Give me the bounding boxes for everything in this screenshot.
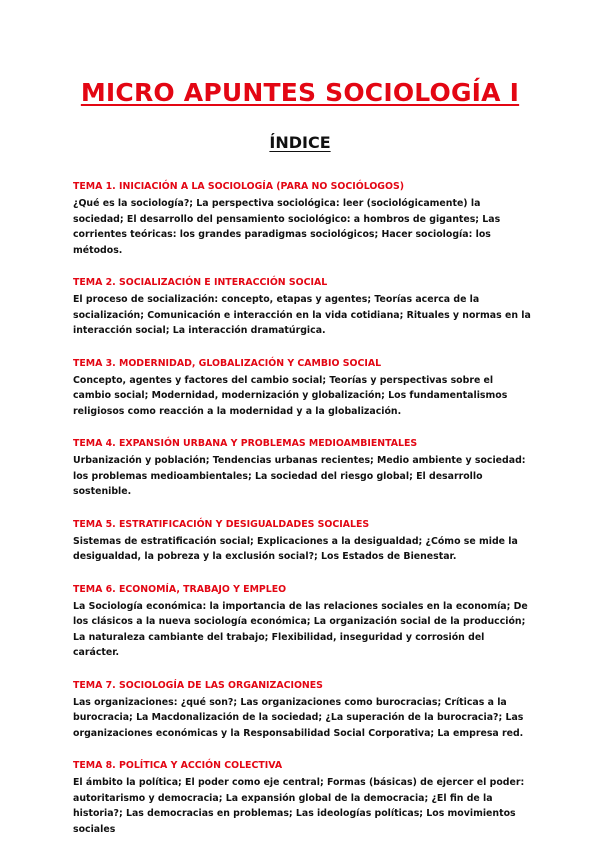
topic-description: ¿Qué es la sociología?; La perspectiva sociológica: leer (sociológicamente) la sociedad; El desarrollo del pensamiento sociológico: a hombros de gigantes; Las corrientes teóricas: los grandes paradigmas sociológicos; Hacer sociología: los métodos. (73, 198, 501, 256)
index-heading: ÍNDICE (269, 133, 331, 152)
topic-title: TEMA 1. INICIACIÓN A LA SOCIOLOGÍA (PARA NO SOCIÓLOGOS) (73, 181, 405, 192)
topic-3 (73, 357, 533, 420)
topic-list (73, 180, 533, 855)
topic-title: TEMA 3. MODERNIDAD, GLOBALIZACIÓN Y CAMBIO SOCIAL (73, 357, 382, 369)
topic-description: El ámbito la política; El poder como eje central; Formas (básicas) de ejercer el poder: autoritarismo y democracia; La expansión global de la democracia; ¿El fin de la historia?; Las democracias en problemas; Las ideologías políticas; Los movimientos sociales (73, 777, 525, 835)
topic-5 (73, 518, 533, 565)
topic-6 (73, 583, 533, 661)
document-title: MICRO APUNTES SOCIOLOGÍA I (80, 78, 520, 107)
topic-title: TEMA 4. EXPANSIÓN URBANA Y PROBLEMAS MEDIOAMBIENTALES (73, 438, 418, 449)
topic-description: Urbanización y población; Tendencias urbanas recientes; Medio ambiente y sociedad: los problemas medioambientales; La sociedad del riesgo global; El desarrollo sostenible. (73, 455, 526, 497)
topic-description: Sistemas de estratificación social; Explicaciones a la desigualdad; ¿Cómo se mide la desigualdad, la pobreza y la exclusión social?; Los Estados de Bienestar. (73, 535, 518, 562)
topic-4 (73, 437, 533, 500)
topic-title: TEMA 2. SOCIALIZACIÓN E INTERACCIÓN SOCIAL (73, 277, 328, 288)
topic-description: Las organizaciones: ¿qué son?; Las organizaciones como burocracias; Críticas a la burocracia; La Macdonalización de la sociedad; ¿La superación de la burocracia?; Las organizaciones económicas y la Responsabilidad Social Corporativa; La empresa red. (73, 696, 524, 739)
topic-title: TEMA 6. ECONOMÍA, TRABAJO Y EMPLEO (73, 583, 287, 595)
topic-title: TEMA 5. ESTRATIFICACIÓN Y DESIGUALDADES SOCIALES (73, 518, 370, 530)
topic-7 (73, 679, 533, 742)
topic-8 (73, 759, 533, 837)
topic-description: Concepto, agentes y factores del cambio social; Teorías y perspectivas sobre el cambio social; Modernidad, modernización y globalización; Los fundamentalismos religiosos como reacción a la modernidad y a la globalización. (73, 374, 508, 417)
topic-title: TEMA 7. SOCIOLOGÍA DE LAS ORGANIZACIONES (73, 679, 323, 691)
topic-1 (73, 180, 533, 258)
topic-description: La Sociología económica: la importancia de las relaciones sociales en la economía; De los clásicos a la nueva sociología económica; La organización social de la producción; La naturaleza cambiante del trabajo; Flexibilidad, inseguridad y corrosión del carácter. (73, 600, 528, 658)
topic-title: TEMA 8. POLÍTICA Y ACCIÓN COLECTIVA (73, 760, 283, 771)
topic-2 (73, 276, 533, 339)
topic-description: El proceso de socialización: concepto, etapas y agentes; Teorías acerca de la socialización; Comunicación e interacción en la vida cotidiana; Rituales y normas en la interacción social; La interacción dramatúrgica. (73, 294, 531, 336)
